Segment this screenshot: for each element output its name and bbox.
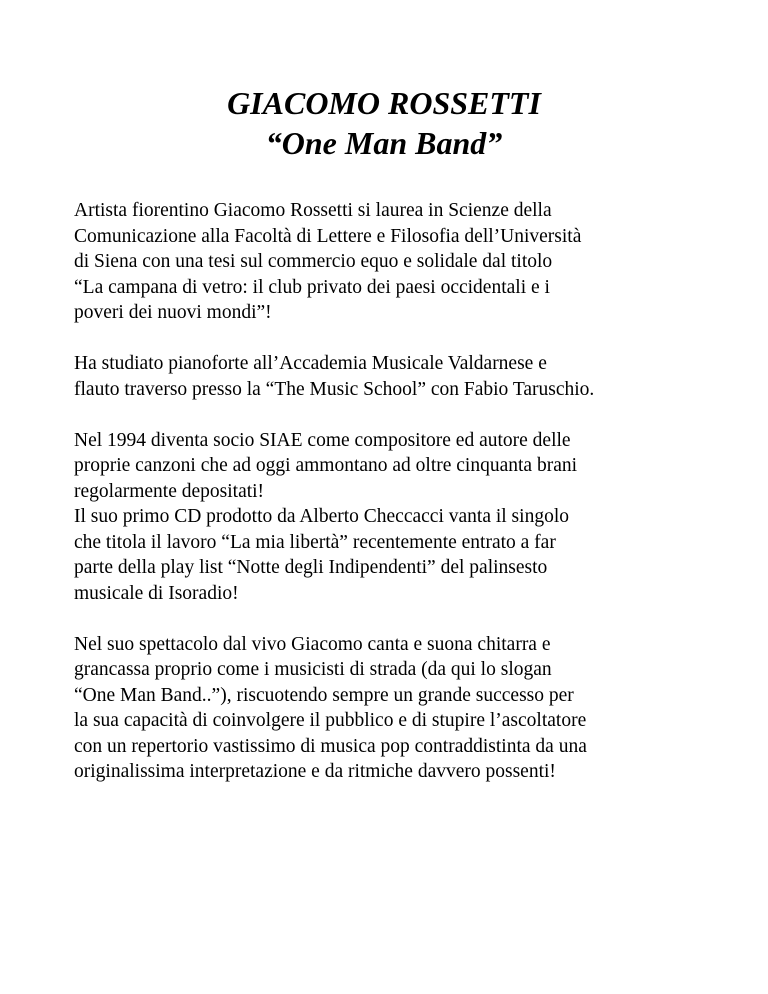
text-line: di Siena con una tesi sul commercio equo e solidale dal titolo [74,251,553,272]
text-line: che titola il lavoro “La mia libertà” recentemente entrato a far [74,531,556,553]
text-line: Nel 1994 diventa socio SIAE come compositore ed autore delle [74,429,571,451]
text-line: Nel suo spettacolo dal vivo Giacomo canta e suona chitarra e [74,633,551,655]
paragraph-music-studies [74,351,714,402]
text-line: “One Man Band..”), riscuotendo sempre un grande successo per [74,684,574,706]
paragraph-siae [74,428,714,505]
text-line: originalissima interpretazione e da ritmiche davvero possenti! [74,761,556,782]
text-line: Ha studiato pianoforte all’Accademia Musicale Valdarnese e [74,353,547,374]
text-line: grancassa proprio come i musicisti di strada (da qui lo slogan [74,659,552,680]
text-line: parte della play list “Notte degli Indipendenti” del palinsesto [74,557,548,578]
text-line: Artista fiorentino Giacomo Rossetti si laurea in Scienze della [74,200,552,221]
document-subtitle: “One Man Band” [265,125,503,161]
text-line: proprie canzoni che ad oggi ammontano ad oltre cinquanta brani [74,455,578,476]
paragraph-live-show [74,632,714,785]
text-line: Il suo primo CD prodotto da Alberto Checcacci vanta il singolo [74,506,569,527]
text-line: la sua capacità di coinvolgere il pubblico e di stupire l’ascoltatore [74,710,587,731]
text-line: musicale di Isoradio! [74,582,239,604]
title-block [0,83,768,163]
text-line: “La campana di vetro: il club privato dei paesi occidentali e i [74,276,550,298]
text-line: con un repertorio vastissimo di musica pop contraddistinta da una [74,735,587,757]
text-line: Comunicazione alla Facoltà di Lettere e Filosofia dell’Università [74,225,582,247]
text-line: flauto traverso presso la “The Music School” con Fabio Taruschio. [74,378,595,400]
paragraph-education [74,198,714,326]
text-line: regolarmente depositati! [74,480,265,502]
paragraph-first-cd [74,504,714,606]
document-title: GIACOMO ROSSETTI [227,85,541,121]
document-body [74,198,714,785]
text-line: poveri dei nuovi mondi”! [74,302,272,323]
